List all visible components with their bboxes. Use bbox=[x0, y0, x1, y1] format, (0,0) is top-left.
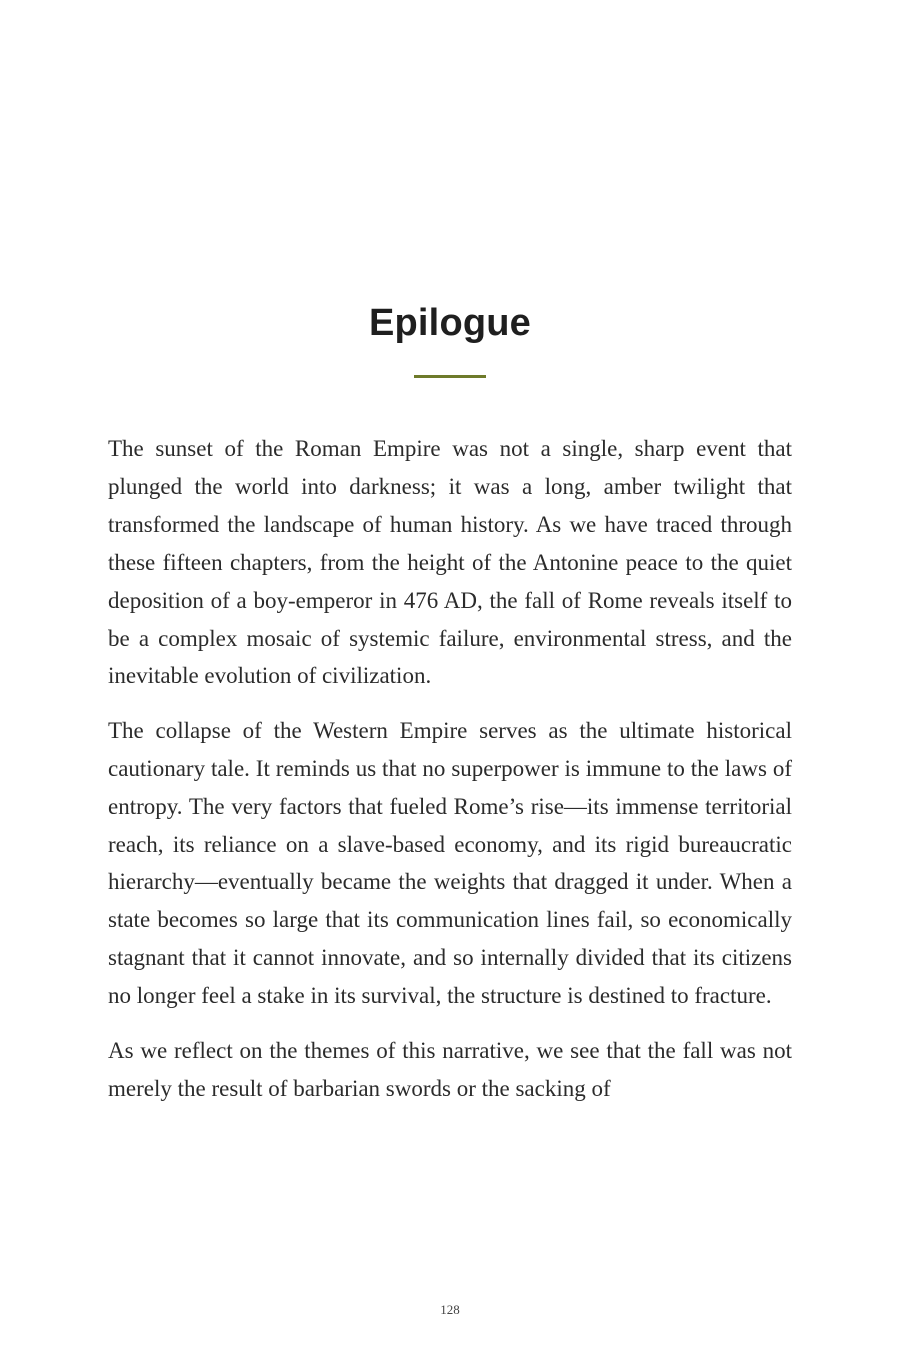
body-paragraph: The sunset of the Roman Empire was not a single, sharp event that plunged the world into darkness; it was a long, amber twilight that transformed the landscape of human history. As we have traced through these fifteen chapters, from the height of the Antonine peace to the quiet deposition of a boy-emperor in 476 AD, the fall of Rome reveals itself to be a complex mosaic of systemic failure, environmental stress, and the inevitable evolution of civilization. bbox=[108, 436, 792, 689]
body-paragraph: The collapse of the Western Empire serves as the ultimate historical cautionary tale. It reminds us that no superpower is immune to the laws of entropy. The very factors that fueled Rome’s rise—its immense territorial reach, its reliance on a slave-based economy, and its rigid bureaucratic hierarchy—eventually became the weights that dragged it under. When a state becomes so large that its communication lines fail, so economically stagnant that it cannot innovate, and so internally divided that its citizens no longer feel a stake in its survival, the structure is destined to fracture. bbox=[108, 717, 792, 1009]
body-paragraph: As we reflect on the themes of this narrative, we see that the fall was not merely the result of barbarian swords or the sacking of bbox=[108, 1037, 792, 1101]
page-number: 128 bbox=[440, 1302, 460, 1317]
chapter-body bbox=[108, 430, 792, 1124]
chapter-title: Epilogue bbox=[368, 302, 532, 344]
title-divider bbox=[414, 375, 486, 378]
